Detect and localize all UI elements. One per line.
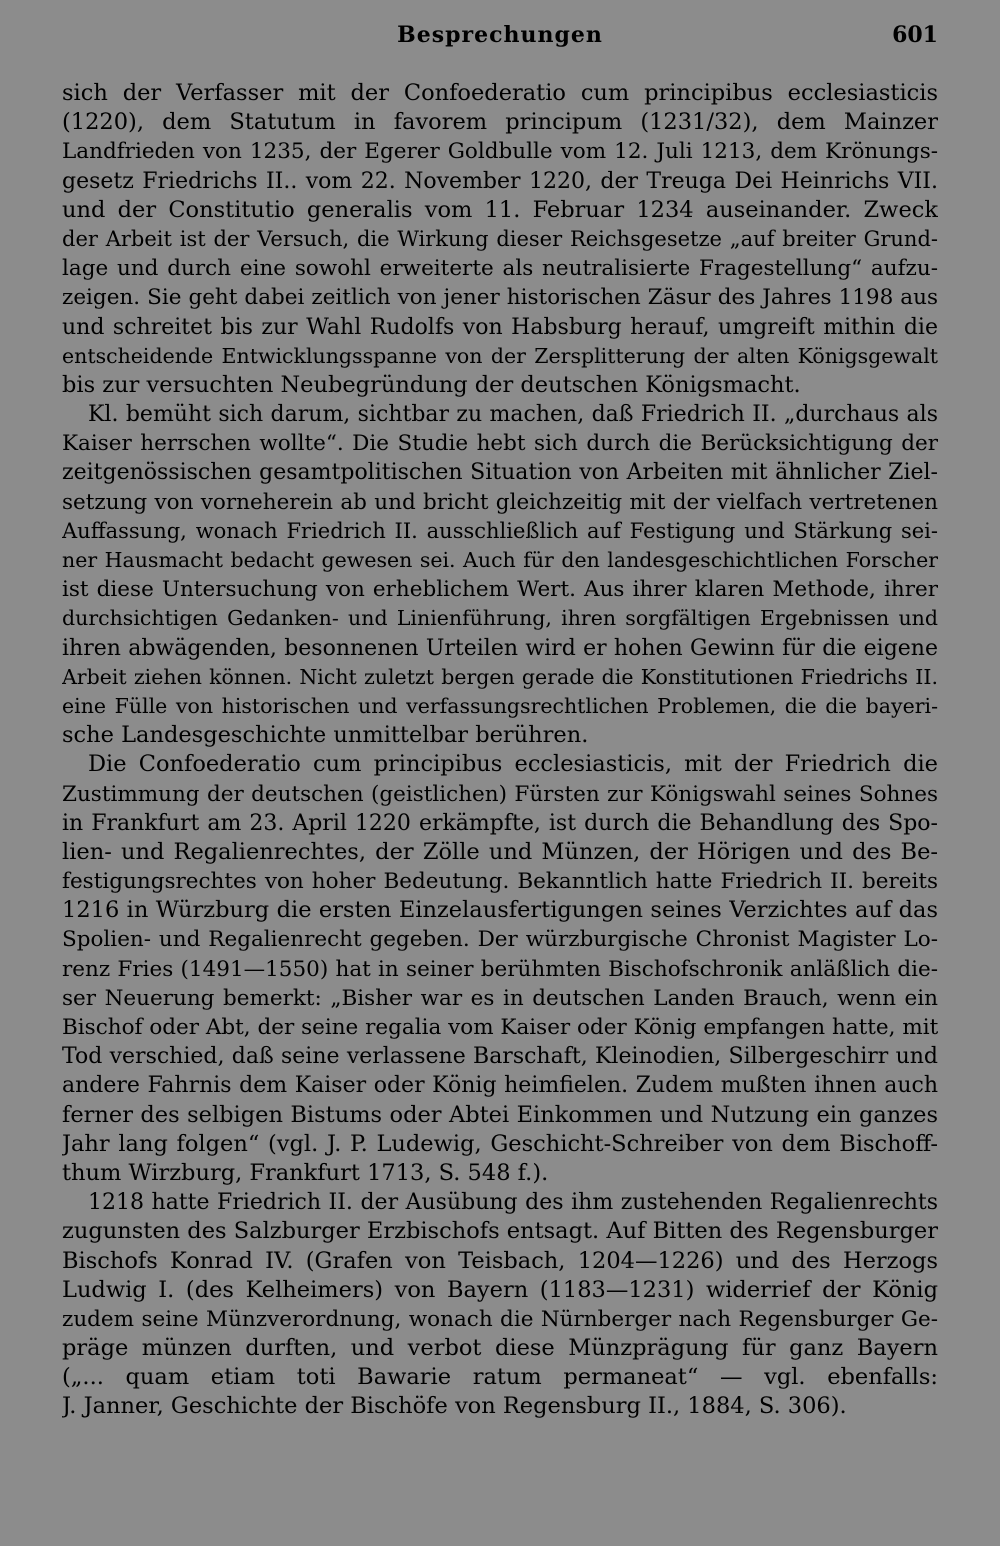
text-line: Kl. bemüht sich darum, sichtbar zu machen, daß Friedrich II. „durchaus als (88, 402, 938, 428)
text-line: zugunsten des Salzburger Erzbischofs entsagt. Auf Bitten des Regensburger (62, 1218, 938, 1245)
text-line: („... quam etiam toti Bawarie ratum permaneat“ — vgl. ebenfalls: (62, 1364, 938, 1391)
text-line: 1216 in Würzburg die ersten Einzelausfertigungen seines Verzichtes auf das (62, 897, 938, 924)
body-text (62, 79, 938, 1422)
text-line: thum Wirzburg, Frankfurt 1713, S. 548 f.). (62, 1159, 549, 1186)
text-line: zeigen. Sie geht dabei zeitlich von jener historischen Zäsur des Jahres 1198 aus (62, 285, 938, 311)
text-line: zudem seine Münzverordnung, wonach die Nürnberger nach Regensburger Ge- (62, 1306, 938, 1332)
text-line: und schreitet bis zur Wahl Rudolfs von Habsburg herauf, umgreift mithin die (62, 314, 938, 340)
text-line: der Arbeit ist der Versuch, die Wirkung dieser Reichsgesetze „auf breiter Grund- (62, 226, 938, 251)
text-line: 1218 hatte Friedrich II. der Ausübung des ihm zustehenden Regalienrechts (88, 1190, 938, 1216)
running-title: Besprechungen (397, 22, 603, 48)
text-line: Bischof oder Abt, der seine regalia vom Kaiser oder König empfangen hatte, mit (62, 1015, 938, 1040)
text-line: ihren abwägenden, besonnenen Urteilen wird er hohen Gewinn für die eigene (62, 635, 938, 661)
text-line: lage und durch eine sowohl erweiterte als neutralisierte Fragestellung“ aufzu- (62, 256, 938, 282)
text-line: entscheidende Entwicklungsspanne von der Zersplitterung der alten Königsgewalt (62, 343, 938, 368)
text-line: andere Fahrnis dem Kaiser oder König heimfielen. Zudem mußten ihnen auch (62, 1073, 938, 1099)
text-line: zeitgenössischen gesamtpolitischen Situation von Arbeiten mit ähnlicher Ziel- (62, 460, 938, 486)
text-line: Tod verschied, daß seine verlassene Barschaft, Kleinodien, Silbergeschirr und (62, 1044, 938, 1070)
text-line: eine Fülle von historischen und verfassungsrechtlichen Problemen, die die bayeri- (62, 693, 938, 718)
text-line: Bischofs Konrad IV. (Grafen von Teisbach, 1204—1226) und des Herzogs (62, 1247, 938, 1274)
text-line: setzung von vorneherein ab und bricht gleichzeitig mit der vielfach vertretenen (62, 489, 938, 515)
text-line: Auffassung, wonach Friedrich II. ausschließlich auf Festigung und Stärkung sei- (62, 518, 938, 543)
text-line: ner Hausmacht bedacht gewesen sei. Auch für den landesgeschichtlichen Forscher (62, 548, 938, 572)
text-line: Arbeit ziehen können. Nicht zuletzt bergen gerade die Konstitutionen Friedrichs II. (62, 664, 938, 689)
text-line: in Frankfurt am 23. April 1220 erkämpfte, ist durch die Behandlung des Spo- (62, 810, 938, 836)
text-line: ist diese Untersuchung von erheblichem Wert. Aus ihrer klaren Methode, ihrer (62, 577, 938, 603)
text-line: sich der Verfasser mit der Confoederatio cum principibus ecclesiasticis (62, 80, 938, 106)
text-line: Landfrieden von 1235, der Egerer Goldbulle vom 12. Juli 1213, dem Krönungs- (62, 139, 938, 165)
text-line: und der Constitutio generalis vom 11. Februar 1234 auseinander. Zweck (62, 196, 938, 223)
text-line: sche Landesgeschichte unmittelbar berühren. (62, 722, 589, 749)
text-line: ferner des selbigen Bistums oder Abtei Einkommen und Nutzung ein ganzes (62, 1101, 938, 1128)
page-header (62, 22, 938, 62)
text-line: J. Janner, Geschichte der Bischöfe von Regensburg II., 1884, S. 306). (62, 1393, 847, 1420)
text-line: lien- und Regalienrechtes, der Zölle und Münzen, der Hörigen und des Be- (62, 838, 938, 865)
text-line: renz Fries (1491—1550) hat in seiner berühmten Bischofschronik anläßlich die- (62, 956, 938, 982)
text-line: gesetz Friedrichs II.. vom 22. November 1220, der Treuga Dei Heinrichs VII. (62, 168, 938, 194)
text-line: festigungsrechtes von hoher Bedeutung. Bekanntlich hatte Friedrich II. bereits (62, 869, 938, 895)
text-line: (1220), dem Statutum in favorem principum (1231/32), dem Mainzer (62, 109, 938, 136)
text-line: Ludwig I. (des Kelheimers) von Bayern (1183—1231) widerrief der König (62, 1276, 938, 1303)
text-line: bis zur versuchten Neubegründung der deutschen Königsmacht. (62, 371, 801, 398)
text-line: Jahr lang folgen“ (vgl. J. P. Ludewig, Geschicht-Schreiber von dem Bischoff- (62, 1130, 938, 1157)
text-line: Die Confoederatio cum principibus ecclesiasticis, mit der Friedrich die (88, 751, 938, 778)
text-line: Zustimmung der deutschen (geistlichen) Fürsten zur Königswahl seines Sohnes (62, 781, 938, 807)
page-number: 601 (892, 22, 938, 48)
text-line: Kaiser herrschen wollte“. Die Studie hebt sich durch die Berücksichtigung der (62, 431, 938, 457)
text-line: durchsichtigen Gedanken- und Linienführung, ihren sorgfältigen Ergebnissen und (62, 606, 938, 631)
text-line: ser Neuerung bemerkt: „Bisher war es in deutschen Landen Brauch, wenn ein (62, 985, 938, 1011)
text-line: Spolien- und Regalienrecht gegeben. Der würzburgische Chronist Magister Lo- (62, 927, 938, 953)
text-line: präge münzen durften, und verbot diese Münzprägung für ganz Bayern (62, 1335, 938, 1362)
